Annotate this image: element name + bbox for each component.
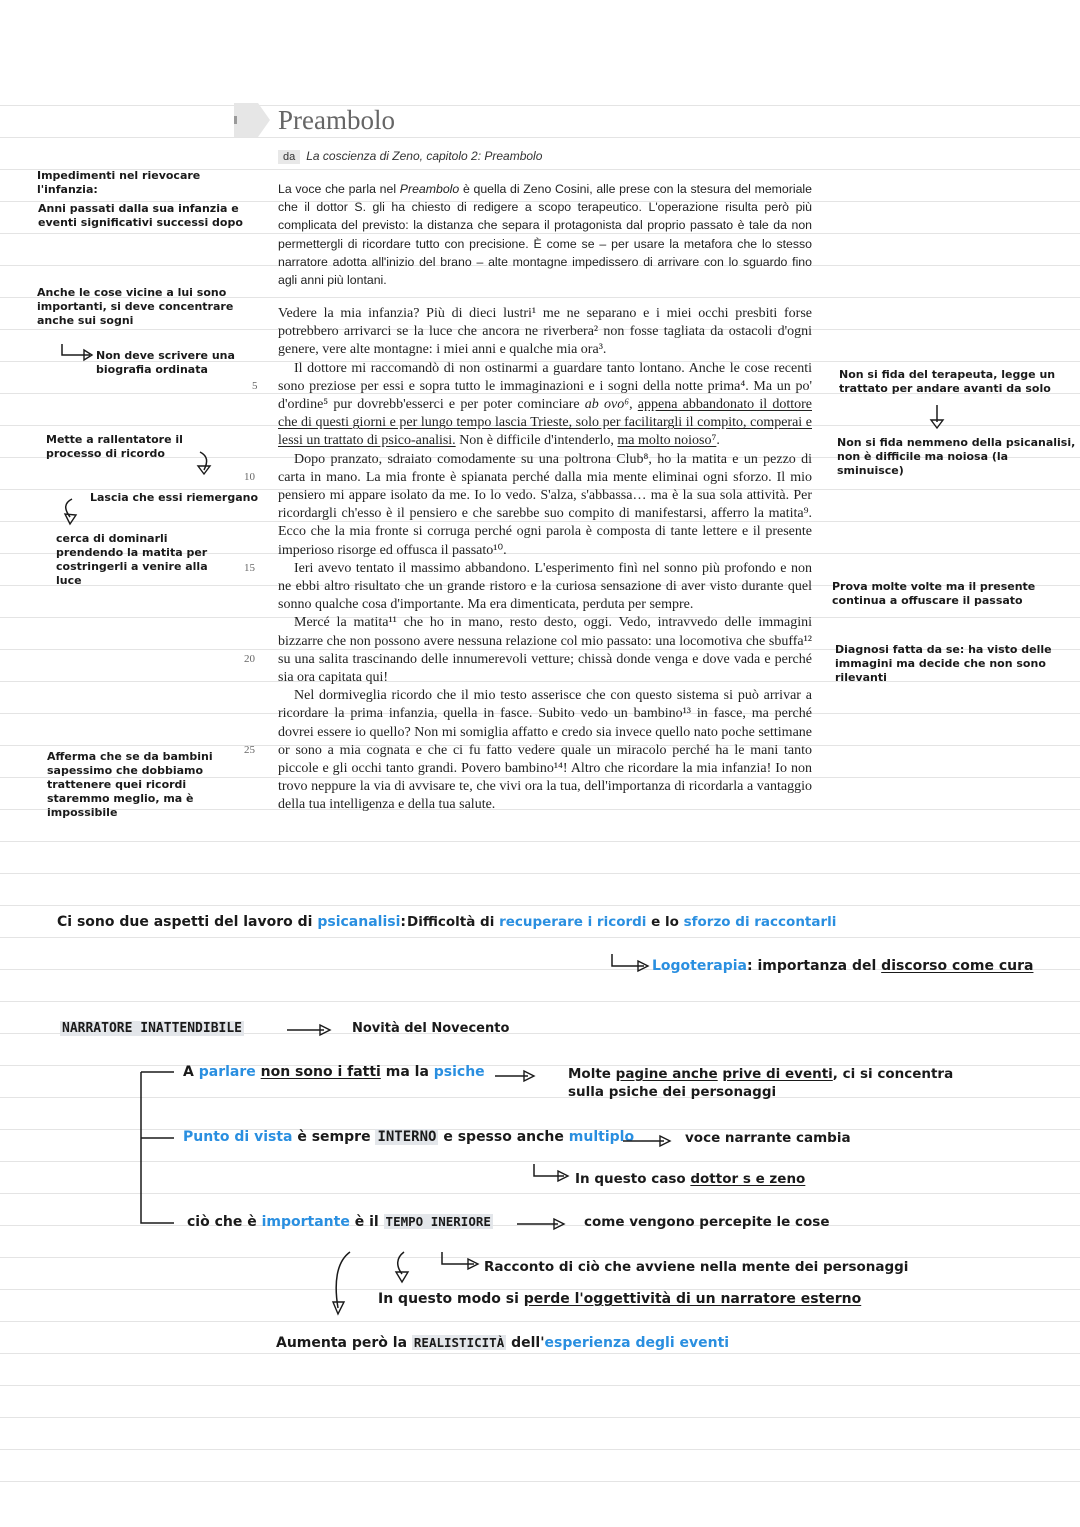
text-span: In questo modo si [378, 1291, 524, 1307]
rule-line [0, 937, 1080, 938]
keyword: esperienza degli eventi [544, 1335, 730, 1351]
bottom-line-2 [652, 958, 1033, 974]
bottom-line-7 [187, 1214, 493, 1230]
keyword: recuperare i ricordi [499, 914, 647, 930]
text-span: , ci si concentra [832, 1066, 954, 1082]
hook-arrow-icon [608, 952, 654, 974]
bottom-line-10 [276, 1335, 729, 1351]
right-arrow-icon [286, 1023, 334, 1037]
line-number: 5 [252, 380, 258, 392]
keyword: psiche [433, 1064, 485, 1080]
paragraph-6: Nel dormiveglia ricordo che il mio testo asserisce che con questo sistema si può arrivar a ricordare la prima infanzia, quella in fasce. Subito vedo un bambino¹³ in fasce, ma perché dovrei essere io quello? Non mi somiglia affatto e credo sia invece quello nato poche settimane or sono a mia cognata e che ci fu fatto vedere quale un miracolo perché ha le mani tanto piccole e gli occhi tanto grandi. Povero bambino¹⁴! Altro che ricordare la mia infanzia! Io non trovo neppure la via di avvisare te, che vivi ora la tua, dell'importanza di ricordarla a vantaggio della tua intelligenza e della tua salute. [278, 688, 812, 813]
text-span: Il dottore mi raccomandò di non ostinarmi a guardare tanto lontano. Anche le cose recenti sono preziose per essi e sopra tutto le immaginazioni e i sogni della notte prima⁴. Ma un po' d'ordine⁵ pur dovrebb'esserci e per poter cominciare [278, 360, 812, 413]
underlined-text: appena abbandonato il dottore che di questi giorni e per lungo tempo lascia Trieste, solo per facilitargli il compito, comperai e lessi un trattato di psico-analisi. [278, 397, 812, 449]
bottom-line-9 [378, 1291, 861, 1307]
left-note-1: Impedimenti nel rievocare l'infanzia: [37, 169, 201, 196]
curve-arrow-icon [328, 1250, 358, 1320]
line-number: 20 [244, 653, 255, 665]
rule-line [0, 105, 1080, 106]
paragraph-4: Ieri avevo tentato il massimo abbandono. L'esperimento finì nel sonno più profondo e non ne ebbi altro risultato che un grande ristoro e la curiosa sensazione di aver visto durante quel sonno qualche cosa d'importante. Ma era dimenticata, perduta per sempre. [278, 560, 812, 613]
rule-line [0, 1481, 1080, 1482]
right-note-1: Non si fida del terapeuta, legge un trattato per andare avanti da solo [839, 368, 1056, 395]
left-note-6: Lascia che essi riemergano [90, 491, 259, 504]
left-note-8: Afferma che se da bambini sapessimo che dobbiamo trattenere quei ricordi staremmo meglio, ma è impossibile [47, 750, 213, 819]
right-note-4: Diagnosi fatta da se: ha visto delle immagini ma decide che non sono rilevanti [835, 643, 1052, 684]
right-arrow-icon [494, 1069, 538, 1083]
text-span: In questo caso [575, 1171, 691, 1187]
bracket-tree [138, 1070, 178, 1270]
rule-line [0, 873, 1080, 874]
bottom-line-1b [407, 914, 836, 930]
text-span: Difficoltà di [407, 914, 500, 930]
rule-line [0, 1353, 1080, 1354]
hook-arrow-icon [58, 342, 98, 362]
bottom-line-1 [57, 914, 406, 930]
bottom-line-4 [183, 1064, 485, 1080]
text-span: dell' [506, 1335, 545, 1351]
main-text [278, 305, 812, 815]
left-note-4: Non deve scrivere una biografia ordinata [96, 349, 235, 376]
left-note-2: Anni passati dalla sua infanzia e eventi significativi successi dopo [38, 202, 243, 229]
text-span: : importanza del [747, 958, 882, 974]
rule-line [0, 1449, 1080, 1450]
page-title: Preambolo [278, 105, 395, 135]
underlined-text: dottor s e zeno [690, 1171, 806, 1187]
highlighted-term: INTERNO [377, 1129, 437, 1145]
intro-part: La voce che parla nel [278, 182, 400, 196]
text-span: Non è difficile d'intenderlo, [455, 433, 618, 449]
underlined-text: perde l'oggettività di un narratore esterno [523, 1291, 862, 1307]
text-span: Ci sono due aspetti del lavoro di [57, 914, 318, 930]
rule-line [0, 841, 1080, 842]
text-span: e lo [646, 914, 684, 930]
keyword: Logoterapia [652, 958, 747, 974]
underlined-text: prive di eventi [722, 1066, 833, 1082]
text-span: : [400, 914, 406, 930]
curve-arrow-icon [62, 497, 82, 527]
highlighted-term: TEMPO INERIORE [385, 1214, 491, 1229]
keyword: importante [261, 1214, 350, 1230]
paragraph-3: Dopo pranzato, sdraiato comodamente su una poltrona Club⁸, ho la matita e un pezzo di carta in mano. La mia fronte è spianata perché dalla mia mente eliminai ogni sforzo. Il mio pensiero mi appare isolato da me. Io lo vedo. S'alza, s'abbassa… ma è la sua sola attività. Per ricordargli ch'esso è il pensiero e che sarebbe suo compito di manifestarsi, afferro la matita⁹. Ecco che la mia fronte si corruga perché ogni parola è composta di tante lettere e il presente imperioso risorge ed offusca il passato¹⁰. [278, 451, 812, 558]
title-tab [234, 103, 270, 137]
right-note-3: Prova molte volte ma il presente continua a offuscare il passato [832, 580, 1036, 607]
source-text: La coscienza di Zeno, capitolo 2: Preambolo [306, 149, 543, 163]
right-note-2: Non si fida nemmeno della psicanalisi, non è difficile ma noiosa (la sminuisce) [837, 436, 1076, 477]
keyword: psicanalisi [317, 914, 401, 930]
paragraph-2 [278, 360, 812, 451]
text-span: . [716, 433, 720, 449]
rule-line [0, 1321, 1080, 1322]
rule-line [0, 1001, 1080, 1002]
left-note-3: Anche le cose vicine a lui sono importanti, si deve concentrare anche sui sogni [37, 286, 234, 327]
text-span: Molte [568, 1066, 616, 1082]
text-span: Aumenta però la [276, 1335, 412, 1351]
bottom-line-5b: voce narrante cambia [685, 1130, 851, 1146]
underlined-text: discorso come cura [881, 958, 1034, 974]
bottom-line-5 [183, 1129, 634, 1145]
line-number: 15 [244, 562, 255, 574]
text-span: e spesso anche [438, 1129, 569, 1145]
rule-line [0, 905, 1080, 906]
text-span: ciò che è [187, 1214, 262, 1230]
text-span: è il [349, 1214, 384, 1230]
rule-line [0, 1289, 1080, 1290]
keyword: parlare [198, 1064, 256, 1080]
text-italic: ab ovo⁶ [584, 397, 630, 413]
hook-arrow-icon [530, 1162, 574, 1184]
curve-arrow-icon [392, 1250, 412, 1286]
keyword: Punto di vista [183, 1129, 293, 1145]
underlined-text: non sono i fatti [260, 1064, 381, 1080]
bottom-line-4c: sulla psiche dei personaggi [568, 1084, 777, 1100]
underlined-text: pagine anche [615, 1066, 718, 1082]
line-number: 10 [244, 471, 255, 483]
curve-arrow-icon [196, 450, 216, 476]
intro-part: è quella di Zeno Cosini, alle prese con la stesura del memoriale che il dottor S. gli ha chiesto di redigere a scopo terapeutico. L'operazione risulta però più complicata del previsto: la distanza che separa il protagonista dal proprio passato è tale da non permettergli di ricordare tutto con precisione. È come se – per usare la metafora che lo stesso narratore adotta all'inizio del brano – alte montagne impedissero di arrivare con lo sguardo fino agli anni più lontani. [278, 182, 812, 288]
bottom-line-6 [575, 1171, 805, 1187]
highlighted-term: NARRATORE INATTENDIBILE [62, 1021, 243, 1036]
line-number: 25 [244, 744, 255, 756]
keyword: sforzo di raccontarli [683, 914, 837, 930]
text-span: è sempre [292, 1129, 376, 1145]
bottom-line-8: Racconto di ciò che avviene nella mente dei personaggi [484, 1259, 909, 1275]
text-span: , [629, 397, 638, 413]
bottom-line-7b: come vengono percepite le cose [584, 1214, 830, 1230]
hook-arrow-icon [438, 1250, 484, 1272]
right-arrow-icon [516, 1217, 568, 1231]
intro-paragraph [278, 180, 812, 289]
left-note-7: cerca di dominarli prendendo la matita per costringerli a venire alla luce [56, 532, 208, 587]
right-arrow-icon [622, 1134, 674, 1148]
intro-italic: Preambolo [399, 182, 460, 196]
source-prefix-badge: da [278, 150, 300, 164]
keyword: multiplo [568, 1129, 635, 1145]
paragraph-1: Vedere la mia infanzia? Più di dieci lustri¹ me ne separano e i miei occhi presbiti forse potrebbero arrivarci se la luce che ancora ne riverbera² non fosse tagliata da ostacoli d'ogni genere, vere alte montagne: i miei anni e qualche mia ora³. [278, 306, 812, 358]
text-span: A [183, 1064, 199, 1080]
highlighted-term: REALISTICITÀ [413, 1335, 505, 1350]
rule-line [0, 137, 1080, 138]
bottom-line-3b: Novità del Novecento [352, 1021, 510, 1036]
underlined-text: ma molto noioso⁷ [617, 433, 717, 449]
text-span: ma la [380, 1064, 434, 1080]
down-arrow-icon [929, 404, 945, 430]
paragraph-5: Mercé la matita¹¹ che ho in mano, resto desto, oggi. Vedo, intravvedo delle immagini bizzarre che non possono avere nessuna relazione col mio passato: una locomotiva che sbuffa¹² su una salita trascinando delle innumerevoli vetture; chissà donde venga e dove vada e perché sia ora capitata qui! [278, 615, 812, 686]
rule-line [0, 1385, 1080, 1386]
source-line [278, 149, 542, 163]
bottom-line-3 [60, 1021, 244, 1036]
rule-line [0, 1417, 1080, 1418]
bottom-line-4b [568, 1066, 953, 1082]
left-note-5: Mette a rallentatore il processo di ricordo [46, 433, 183, 460]
